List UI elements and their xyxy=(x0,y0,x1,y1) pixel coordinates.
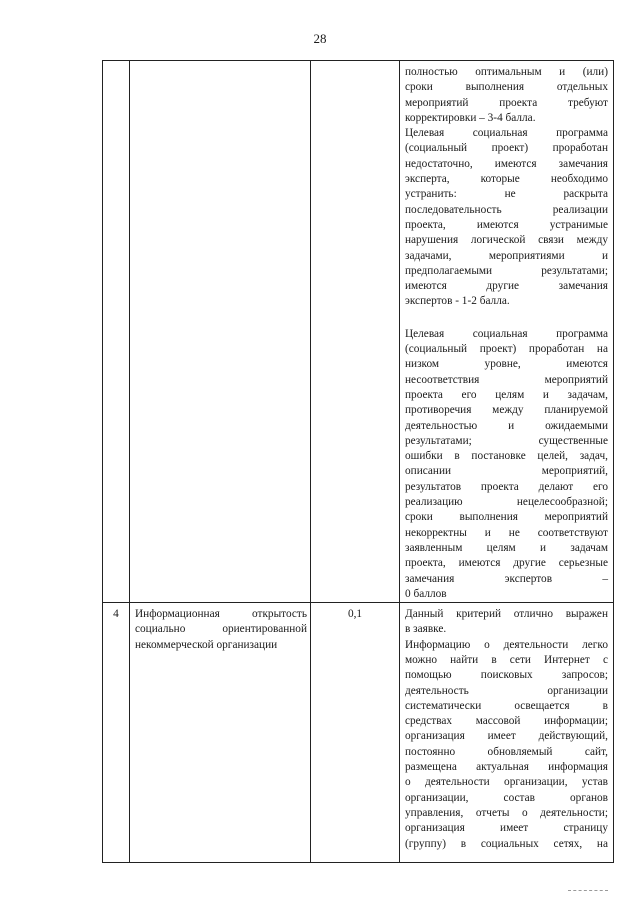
criterion-weight xyxy=(311,61,400,603)
description-line: Данный критерий отлично выражен xyxy=(405,608,608,621)
description-line: Целевая социальная программа xyxy=(405,127,608,140)
description-line: управления, отчеты о деятельности; xyxy=(405,806,608,819)
description-line: результатов проекта делают его xyxy=(405,480,608,493)
description-line: Информацию о деятельности легко xyxy=(405,638,608,651)
description-line: постоянно обновляемый сайт, xyxy=(405,745,608,758)
description-line: проекта, имеются устранимые xyxy=(405,218,608,231)
description-line: имеются другие замечания xyxy=(405,280,608,293)
description-line: низком уровне, имеются xyxy=(405,358,608,371)
scoring-block xyxy=(405,126,608,310)
scoring-block xyxy=(405,65,608,126)
description-line: (социальный проект) проработан на xyxy=(405,343,608,356)
description-line: экспертов - 1-2 балла. xyxy=(405,295,510,308)
description-line: нарушения логической связи между xyxy=(405,234,608,247)
description-line: в заявке. xyxy=(405,623,447,636)
table-row xyxy=(103,61,614,603)
block-spacer xyxy=(405,310,608,327)
description-line: проекта, имеются другие серьезные xyxy=(405,557,608,570)
description-line: недостаточно, имеются замечания xyxy=(405,157,608,170)
table-row xyxy=(103,603,614,863)
description-line: организация имеет страницу xyxy=(405,822,608,835)
criteria-table xyxy=(102,60,614,863)
description-line: деятельность организации xyxy=(405,684,608,697)
scoring-block xyxy=(405,607,608,852)
description-line: корректировки – 3-4 балла. xyxy=(405,111,536,124)
description-line: мероприятий проекта требуют xyxy=(405,96,608,109)
description-line: размещена актуальная информация xyxy=(405,761,608,774)
description-line: деятельностью и ожидаемыми xyxy=(405,419,608,432)
description-line: систематически освещается в xyxy=(405,699,608,712)
description-line: сроки выполнения мероприятий xyxy=(405,511,608,524)
description-line: (группу) в социальных сетях, на xyxy=(405,837,608,850)
criterion-name xyxy=(130,603,311,863)
description-line: 0 баллов xyxy=(405,587,447,600)
description-line: о деятельности организации, устав xyxy=(405,776,608,789)
criterion-weight: 0,1 xyxy=(311,603,400,863)
description-line: результатами; существенные xyxy=(405,434,608,447)
description-line: можно найти в сети Интернет с xyxy=(405,653,608,666)
description-line: устранить: не раскрыта xyxy=(405,188,608,201)
scoring-block xyxy=(405,327,608,602)
criterion-name xyxy=(130,61,311,603)
description-line: организация имеет действующий, xyxy=(405,730,608,743)
description-line: предполагаемыми результатами; xyxy=(405,264,608,277)
criterion-name-line: Информационная открытость xyxy=(135,608,307,621)
description-line: полностью оптимальным и (или) xyxy=(405,66,608,78)
description-line: ошибки в постановке целей, задач, xyxy=(405,450,608,463)
criterion-name-line: некоммерческой организации xyxy=(135,638,278,651)
description-line: сроки выполнения отдельных xyxy=(405,81,608,94)
description-line: задачами, мероприятиями и xyxy=(405,249,608,262)
description-line: замечания экспертов – xyxy=(405,572,608,585)
criterion-scoring-description xyxy=(400,603,614,863)
description-line: заявленным целям и задачам xyxy=(405,541,608,554)
description-line: описании мероприятий, xyxy=(405,465,608,478)
description-line: реализацию нецелесообразной; xyxy=(405,496,608,509)
description-line: средствах массовой информации; xyxy=(405,715,608,728)
description-line: эксперта, которые необходимо xyxy=(405,173,608,186)
description-line: несоответствия мероприятий xyxy=(405,373,608,386)
page-divider xyxy=(568,890,608,891)
description-line: (социальный проект) проработан xyxy=(405,142,608,155)
description-line: последовательность реализации xyxy=(405,203,608,216)
row-number: 4 xyxy=(103,603,130,863)
criterion-scoring-description xyxy=(400,61,614,603)
description-line: Целевая социальная программа xyxy=(405,327,608,340)
description-line: помощью поисковых запросов; xyxy=(405,669,608,682)
row-number xyxy=(103,61,130,603)
description-line: проекта его целям и задачам, xyxy=(405,388,608,401)
page-number: 28 xyxy=(313,31,327,46)
description-line: противоречия между планируемой xyxy=(405,404,608,417)
criterion-name-line: социально ориентированной xyxy=(135,623,307,636)
description-line: некорректны и не соответствуют xyxy=(405,526,608,539)
description-line: организации, состав органов xyxy=(405,791,608,804)
